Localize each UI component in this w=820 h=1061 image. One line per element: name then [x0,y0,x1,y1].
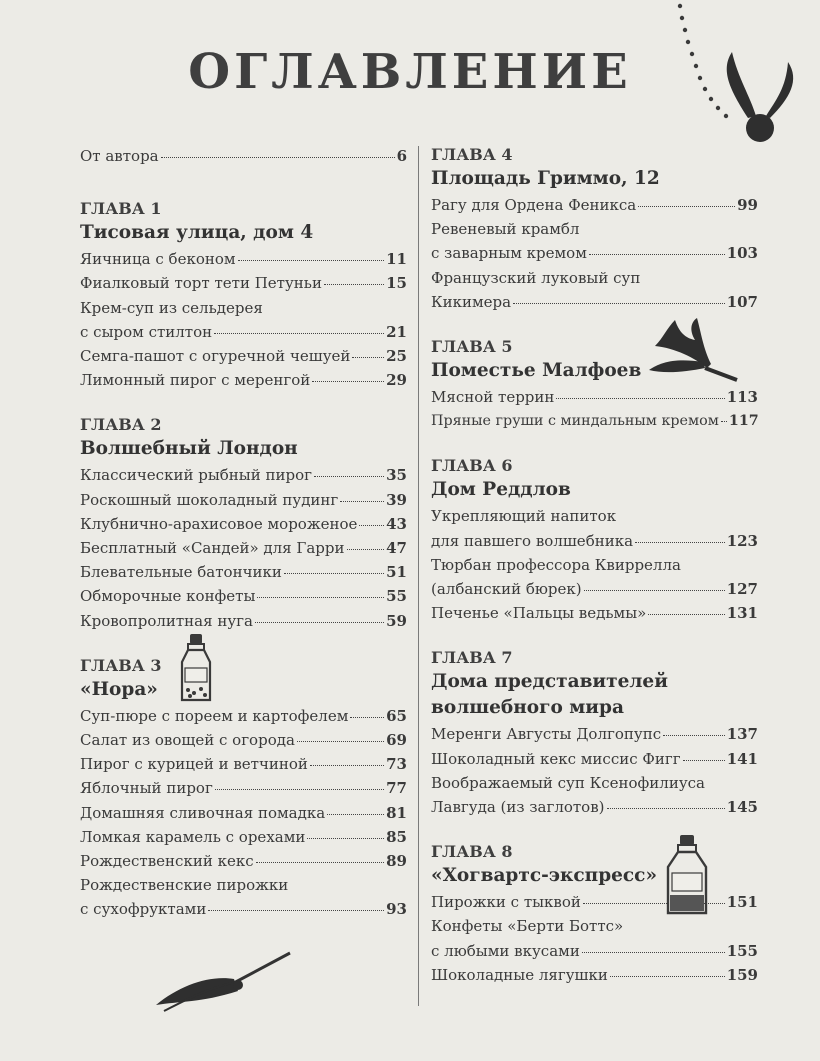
dot-leader [589,254,725,255]
chapter-4 [431,144,758,314]
entry-page: 141 [726,749,758,768]
toc-entry[interactable] [80,704,407,728]
entry-page: 123 [726,531,758,550]
toc-entry[interactable] [431,266,758,290]
entry-page: 137 [726,725,758,744]
entry-title: От автора [80,147,159,165]
toc-entry[interactable] [431,504,758,528]
entry-page: 113 [726,388,758,407]
toc-entry[interactable] [431,385,758,409]
dot-leader [307,838,384,839]
dot-leader [513,303,725,304]
entry-page: 21 [386,322,407,341]
dot-leader [635,542,725,543]
dot-leader [721,421,727,422]
toc-entry[interactable] [80,368,407,392]
column-divider [418,146,419,1006]
entry-title: Домашняя сливочная помадка [80,803,326,822]
chapter-title[interactable]: Площадь Гриммо, 12 [431,168,660,189]
toc-left-column [80,144,407,944]
entry-title: Французский луковый суп [431,268,641,287]
dot-leader [238,260,385,261]
herb-bundle-icon [645,318,740,388]
entry-title: (албанский бюрек) [431,580,582,599]
toc-entry[interactable] [80,488,407,512]
entry-title: Клубнично-арахисовое мороженое [80,514,358,533]
dot-leader [352,357,384,358]
dot-leader [284,573,384,574]
entry-title: с любыми вкусами [431,941,580,960]
entry-page: 93 [386,900,407,919]
chapter-title[interactable]: «Хогвартс-экспресс» [431,865,658,887]
potion-bottle-icon [663,833,711,917]
dot-leader [584,590,725,591]
dot-leader [638,206,735,207]
toc-entry[interactable] [431,241,758,265]
toc-entry[interactable] [80,873,407,897]
dot-leader [161,157,395,158]
toc-entry[interactable] [431,217,758,241]
entry-title: Шоколадный кекс миссис Фигг [431,749,681,768]
toc-entry[interactable] [80,825,407,849]
dot-leader [297,741,384,742]
toc-entry[interactable] [431,193,758,217]
toc-entry[interactable] [431,914,758,938]
toc-entry[interactable] [80,463,407,487]
chapter-title[interactable]: Волшебный Лондон [80,438,298,460]
entry-page: 127 [726,580,758,599]
entry-title: Воображаемый суп Ксенофилиуса [431,773,705,792]
chapter-1 [80,198,407,392]
dot-leader [255,622,384,623]
entry-title: с сыром стилтон [80,322,213,341]
entry-title: Кровопролитная нуга [80,611,253,630]
entry-title: Блевательные батончики [80,563,282,582]
toc-entry[interactable] [80,247,407,271]
toc-entry[interactable] [80,801,407,825]
toc-entry[interactable] [431,529,758,553]
chapter-title[interactable]: Поместье Малфоев [431,360,642,382]
entry-title: Яичница с беконом [80,250,236,269]
entry-page: 65 [386,706,407,725]
toc-entry[interactable] [431,290,758,314]
chapter-3 [80,655,407,922]
entry-title: Рождественский кекс [80,852,254,871]
entry-title: с сухофруктами [80,900,207,919]
entry-page: 99 [737,196,758,214]
dot-leader [314,476,384,477]
dot-leader [648,614,724,615]
toc-entry-intro[interactable] [80,144,407,168]
entry-title: Яблочный пирог [80,779,213,798]
dot-leader [582,952,725,953]
entry-title: Лавгуда (из заглотов) [431,798,605,817]
entry-title: Кикимера [431,292,512,311]
dot-leader [347,549,385,550]
chapter-label: ГЛАВА 7 [431,648,513,668]
entry-title: Печенье «Пальцы ведьмы» [431,604,647,623]
toc-entry[interactable] [80,560,407,584]
entry-title: Шоколадные лягушки [431,965,608,984]
page-title: ОГЛАВЛЕНИЕ [188,44,632,100]
toc-entry[interactable] [80,897,407,921]
entry-title: Семга-пашот с огуречной чешуей [80,347,351,366]
entry-page: 51 [386,563,407,582]
toc-entry[interactable] [80,849,407,873]
entry-page: 77 [386,779,407,798]
dot-leader [310,765,384,766]
entry-page: 73 [386,755,407,774]
dot-leader [214,333,384,334]
chapter-title[interactable]: Тисовая улица, дом 4 [80,222,314,244]
dot-leader [556,398,724,399]
toc-entry[interactable] [431,795,758,819]
dot-leader [663,735,725,736]
entry-title: Меренги Августы Долгопупс [431,725,662,744]
toc-entry[interactable] [80,536,407,560]
toc-entry[interactable] [431,409,758,433]
entry-title: Бесплатный «Сандей» для Гарри [80,539,345,558]
chapter-label: ГЛАВА 8 [431,842,513,862]
toc-entry[interactable] [80,609,407,633]
toc-entry[interactable] [431,601,758,625]
toc-entry[interactable] [431,963,758,987]
dot-leader [215,789,384,790]
entry-page: 55 [386,587,407,606]
toc-entry[interactable] [80,271,407,295]
chapter-label: ГЛАВА 3 [80,655,162,675]
dot-leader [610,976,725,977]
toc-entry[interactable] [431,771,758,795]
toc-entry[interactable] [80,584,407,608]
entry-page: 59 [386,611,407,630]
entry-title: Пирог с курицей и ветчиной [80,755,308,774]
dot-leader [359,525,384,526]
toc-entry[interactable] [431,722,758,746]
entry-title: Мясной террин [431,388,555,407]
entry-title: Лимонный пирог с меренгой [80,371,311,390]
chapter-label: ГЛАВА 5 [431,337,513,357]
entry-page: 47 [386,539,407,558]
entry-page: 6 [396,147,407,165]
entry-title: Тюрбан профессора Квиррелла [431,555,681,574]
entry-page: 43 [386,514,407,533]
chapter-label: ГЛАВА 1 [80,199,162,219]
entry-title: Суп-пюре с пореем и картофелем [80,706,349,725]
toc-entry[interactable] [80,344,407,368]
chapter-label: ГЛАВА 2 [80,415,162,435]
dot-leader [312,381,384,382]
entry-page: 69 [386,731,407,750]
toc-entry[interactable] [431,939,758,963]
entry-title: Рождественские пирожки [80,876,289,895]
entry-page: 81 [386,803,407,822]
entry-title: Салат из овощей с огорода [80,731,295,750]
dot-leader [350,717,384,718]
chapter-title[interactable]: Дома представителей волшебного мира [431,671,668,719]
entry-page: 89 [386,852,407,871]
toc-entry[interactable] [80,752,407,776]
entry-title: Крем-суп из сельдерея [80,298,263,317]
entry-title: Фиалковый торт тети Петуньи [80,274,322,293]
entry-title: Рагу для Ордена Феникса [431,196,637,214]
toc-entry[interactable] [80,512,407,536]
chapter-label: ГЛАВА 4 [431,145,513,164]
toc-entry[interactable] [431,553,758,577]
entry-title: Пирожки с тыквой [431,893,581,912]
entry-page: 39 [386,490,407,509]
entry-page: 103 [726,244,758,263]
entry-title: Ревеневый крамбл [431,220,580,239]
entry-page: 107 [726,292,758,311]
entry-title: для павшего волшебника [431,531,634,550]
toc-entry[interactable] [80,296,407,320]
entry-page: 151 [726,893,758,912]
entry-title: Укрепляющий напиток [431,507,617,526]
toc-entry[interactable] [431,747,758,771]
entry-title: Классический рыбный пирог [80,466,312,485]
chapter-title[interactable]: Дом Реддлов [431,479,571,501]
dot-leader [256,862,385,863]
entry-page: 145 [726,798,758,817]
entry-page: 29 [386,371,407,390]
dot-leader [683,760,725,761]
entry-page: 15 [386,274,407,293]
dot-leader [208,910,384,911]
dot-leader [340,501,384,502]
entry-page: 35 [386,466,407,485]
entry-page: 85 [386,827,407,846]
entry-title: с заварным кремом [431,244,587,263]
broomstick-icon [150,945,300,1015]
chapter-2 [80,414,407,632]
entry-title: Конфеты «Берти Боттс» [431,917,624,936]
chapter-7 [431,647,758,819]
chapter-title[interactable]: «Нора» [80,678,158,700]
entry-page: 155 [726,941,758,960]
potion-bottle-icon [176,632,216,704]
entry-title: Обморочные конфеты [80,587,256,606]
entry-page: 117 [728,413,759,430]
dot-leader [607,808,725,809]
entry-page: 131 [726,604,758,623]
entry-title: Роскошный шоколадный пудинг [80,490,339,509]
entry-page: 159 [726,965,758,984]
chapter-label: ГЛАВА 6 [431,456,513,476]
toc-entry[interactable] [80,728,407,752]
entry-title: Ломкая карамель с орехами [80,827,306,846]
dot-leader [324,284,384,285]
dot-leader [327,814,384,815]
toc-entry[interactable] [80,776,407,800]
chapter-6 [431,455,758,625]
entry-page: 11 [386,250,407,269]
toc-entry[interactable] [431,577,758,601]
entry-page: 25 [386,347,407,366]
entry-title: Пряные груши с миндальным кремом [431,413,719,430]
toc-entry[interactable] [80,320,407,344]
dot-leader [257,597,384,598]
